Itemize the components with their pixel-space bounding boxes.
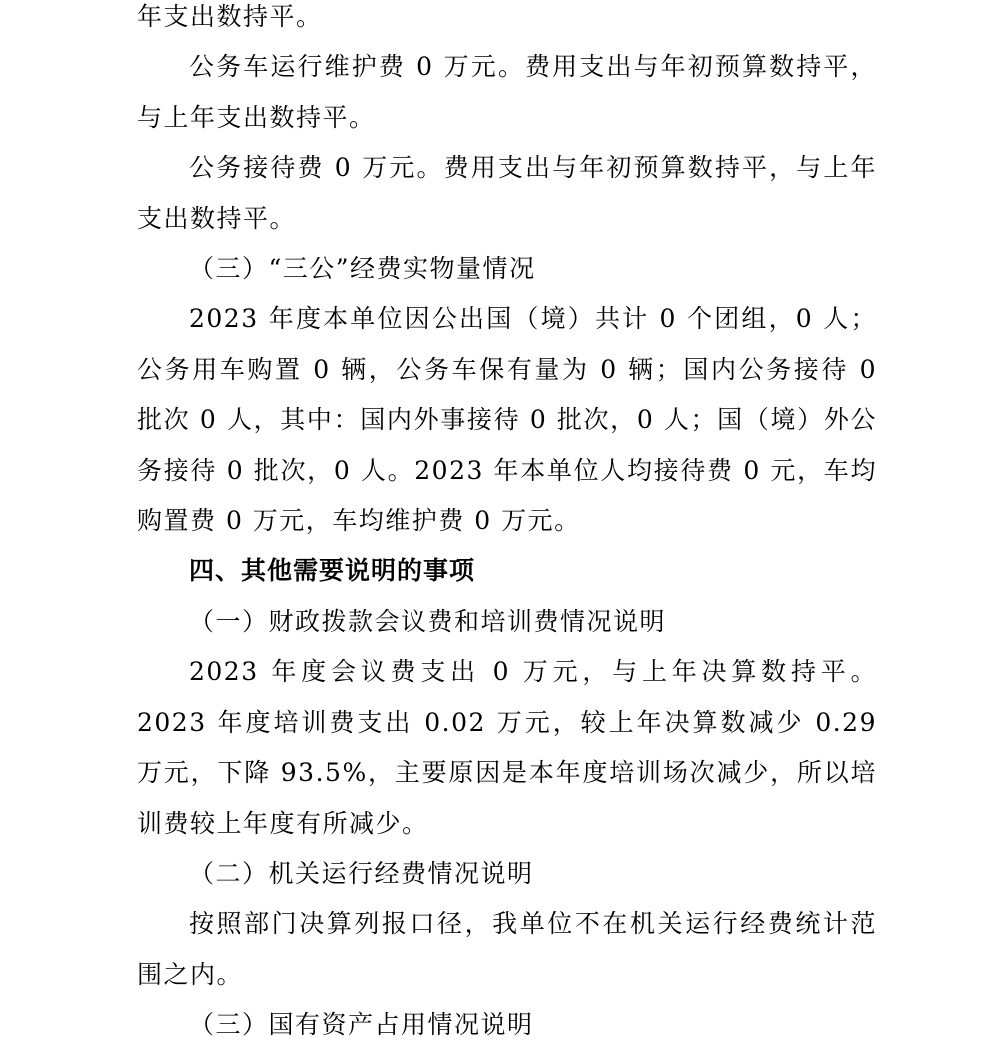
subheading-three-public-quantity: （三）“三公”经费实物量情况 bbox=[189, 254, 536, 284]
paragraph-continued: 年支出数持平。 bbox=[137, 2, 323, 31]
section-heading-other-matters: 四、其他需要说明的事项 bbox=[189, 556, 476, 586]
paragraph-meeting-training: 2023 年度会议费支出 0 万元，与上年决算数持平。2023 年度培训费支出 0.02 万元，较上年决算数减少 0.29 万元，下降 93.5%，主要原因是本年度培训场次减少，所以培训费较上年度有所减少。 bbox=[137, 657, 877, 838]
paragraph-reception-expense: 公务接待费 0 万元。费用支出与年初预算数持平，与上年支出数持平。 bbox=[137, 153, 877, 233]
document-page bbox=[137, 0, 877, 1051]
paragraph-vehicle-maintenance: 公务车运行维护费 0 万元。费用支出与年初预算数持平，与上年支出数持平。 bbox=[137, 52, 877, 132]
subheading-state-assets: （三）国有资产占用情况说明 bbox=[189, 1010, 534, 1040]
paragraph-operating-expense: 按照部门决算列报口径，我单位不在机关运行经费统计范围之内。 bbox=[137, 909, 877, 989]
subheading-operating-expense: （二）机关运行经费情况说明 bbox=[189, 858, 534, 888]
subheading-meeting-training: （一）财政拨款会议费和培训费情况说明 bbox=[189, 606, 667, 636]
paragraph-three-public-quantity: 2023 年度本单位因公出国（境）共计 0 个团组，0 人；公务用车购置 0 辆，公务车保有量为 0 辆；国内公务接待 0 批次 0 人，其中：国内外事接待 0 批次，0 人；国（境）外公务接待 0 批次，0 人。2023 年本单位人均接待费 0 元，车均购置费 0 万元，车均维护费 0 万元。 bbox=[137, 304, 877, 536]
